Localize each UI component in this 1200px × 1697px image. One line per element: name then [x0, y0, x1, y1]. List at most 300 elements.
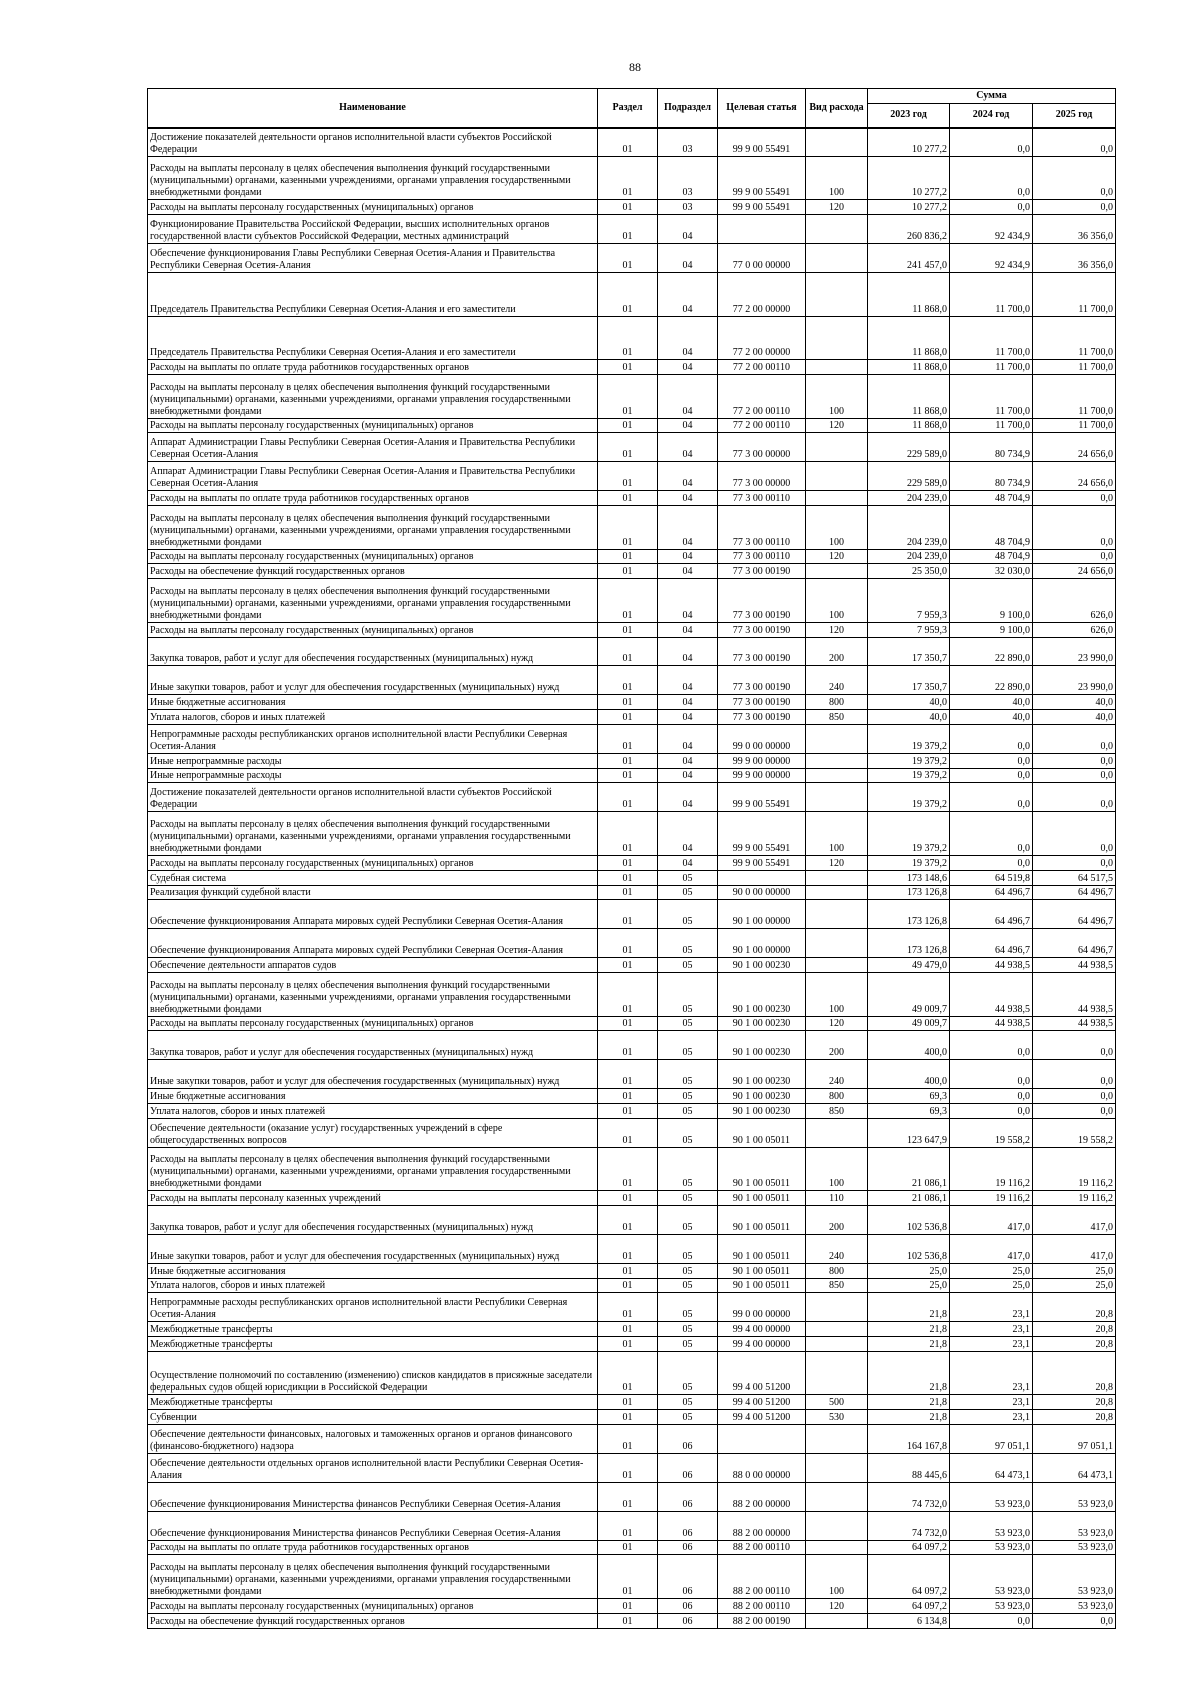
row-amount-2025: 19 116,2 — [1033, 1147, 1116, 1191]
row-amount-2024: 44 938,5 — [950, 1016, 1033, 1031]
table-row — [148, 1598, 1116, 1613]
row-section: 01 — [598, 316, 658, 360]
row-subsection: 05 — [658, 1322, 718, 1337]
row-target-article: 77 3 00 00190 — [718, 637, 806, 666]
row-subsection: 05 — [658, 1351, 718, 1395]
row-name: Обеспечение функционирования Главы Республики Северная Осетия-Алания и Правительства Республики Северная Осетия-Алания — [148, 244, 598, 273]
row-amount-2025: 64 473,1 — [1033, 1453, 1116, 1482]
row-amount-2025: 53 923,0 — [1033, 1598, 1116, 1613]
row-section: 01 — [598, 418, 658, 433]
row-amount-2024: 23,1 — [950, 1410, 1033, 1425]
row-expense-type — [806, 1511, 868, 1540]
row-section: 01 — [598, 695, 658, 710]
table-row — [148, 1453, 1116, 1482]
row-amount-2025: 64 496,7 — [1033, 929, 1116, 958]
table-row — [148, 724, 1116, 753]
row-amount-2025: 0,0 — [1033, 768, 1116, 783]
row-name: Иные закупки товаров, работ и услуг для обеспечения государственных (муниципальных) нужд — [148, 666, 598, 695]
row-amount-2024: 44 938,5 — [950, 972, 1033, 1016]
row-amount-2024: 0,0 — [950, 1089, 1033, 1104]
row-target-article: 90 1 00 05011 — [718, 1205, 806, 1234]
row-target-article: 88 0 00 00000 — [718, 1453, 806, 1482]
row-amount-2023: 6 134,8 — [868, 1613, 950, 1628]
row-subsection: 04 — [658, 549, 718, 564]
row-section: 01 — [598, 273, 658, 317]
row-target-article: 90 1 00 05011 — [718, 1118, 806, 1147]
row-amount-2023: 400,0 — [868, 1031, 950, 1060]
table-row — [148, 433, 1116, 462]
row-amount-2024: 48 704,9 — [950, 491, 1033, 506]
row-amount-2025: 40,0 — [1033, 710, 1116, 725]
row-amount-2025: 19 116,2 — [1033, 1191, 1116, 1206]
row-section: 01 — [598, 1453, 658, 1482]
row-target-article: 77 3 00 00190 — [718, 695, 806, 710]
row-subsection: 04 — [658, 579, 718, 623]
row-subsection: 05 — [658, 1103, 718, 1118]
row-subsection: 05 — [658, 1395, 718, 1410]
row-amount-2024: 80 734,9 — [950, 462, 1033, 491]
row-target-article: 77 3 00 00190 — [718, 564, 806, 579]
row-amount-2023: 7 959,3 — [868, 579, 950, 623]
row-amount-2023: 49 009,7 — [868, 1016, 950, 1031]
row-section: 01 — [598, 1395, 658, 1410]
row-amount-2024: 0,0 — [950, 753, 1033, 768]
row-amount-2025: 417,0 — [1033, 1205, 1116, 1234]
row-section: 01 — [598, 885, 658, 900]
table-row — [148, 1089, 1116, 1104]
table-row — [148, 579, 1116, 623]
row-amount-2025: 23 990,0 — [1033, 637, 1116, 666]
row-amount-2025: 24 656,0 — [1033, 564, 1116, 579]
row-amount-2023: 25,0 — [868, 1278, 950, 1293]
row-name: Расходы на выплаты персоналу в целях обеспечения выполнения функций государственными (муниципальными) органами, казенными учреждениями, органами управления государственными внебюджетными фондами — [148, 579, 598, 623]
row-section: 01 — [598, 783, 658, 812]
row-target-article: 77 2 00 00000 — [718, 273, 806, 317]
row-name: Обеспечение деятельности (оказание услуг) государственных учреждений в сфере общегосударственных вопросов — [148, 1118, 598, 1147]
row-expense-type — [806, 360, 868, 375]
row-section: 01 — [598, 1322, 658, 1337]
row-subsection: 04 — [658, 637, 718, 666]
row-name: Аппарат Администрации Главы Республики Северная Осетия-Алания и Правительства Республики Северная Осетия-Алания — [148, 462, 598, 491]
row-amount-2023: 88 445,6 — [868, 1453, 950, 1482]
row-amount-2023: 19 379,2 — [868, 724, 950, 753]
row-section: 01 — [598, 1234, 658, 1263]
row-target-article: 90 1 00 00230 — [718, 958, 806, 973]
row-section: 01 — [598, 200, 658, 215]
row-amount-2023: 11 868,0 — [868, 418, 950, 433]
row-amount-2025: 0,0 — [1033, 506, 1116, 550]
row-target-article: 90 1 00 00230 — [718, 972, 806, 1016]
row-amount-2023: 204 239,0 — [868, 549, 950, 564]
table-row — [148, 1031, 1116, 1060]
row-amount-2023: 19 379,2 — [868, 753, 950, 768]
row-amount-2024: 64 496,7 — [950, 885, 1033, 900]
row-section: 01 — [598, 724, 658, 753]
row-expense-type: 200 — [806, 1031, 868, 1060]
row-section: 01 — [598, 1060, 658, 1089]
row-amount-2023: 102 536,8 — [868, 1234, 950, 1263]
table-row — [148, 622, 1116, 637]
row-subsection: 05 — [658, 1191, 718, 1206]
row-amount-2024: 11 700,0 — [950, 316, 1033, 360]
row-target-article: 99 4 00 51200 — [718, 1395, 806, 1410]
row-section: 01 — [598, 433, 658, 462]
row-amount-2025: 36 356,0 — [1033, 215, 1116, 244]
table-row — [148, 958, 1116, 973]
row-subsection: 06 — [658, 1511, 718, 1540]
row-amount-2025: 0,0 — [1033, 549, 1116, 564]
row-target-article: 88 2 00 00000 — [718, 1482, 806, 1511]
table-row — [148, 1118, 1116, 1147]
row-amount-2024: 53 923,0 — [950, 1511, 1033, 1540]
row-amount-2023: 11 868,0 — [868, 360, 950, 375]
table-row — [148, 929, 1116, 958]
header-target-article: Целевая статья — [718, 89, 806, 128]
row-expense-type — [806, 1453, 868, 1482]
row-amount-2023: 173 126,8 — [868, 929, 950, 958]
row-name: Расходы на выплаты персоналу казенных учреждений — [148, 1191, 598, 1206]
row-amount-2023: 25 350,0 — [868, 564, 950, 579]
row-section: 01 — [598, 972, 658, 1016]
row-amount-2024: 92 434,9 — [950, 244, 1033, 273]
row-amount-2025: 417,0 — [1033, 1234, 1116, 1263]
table-row — [148, 885, 1116, 900]
row-name: Расходы на выплаты персоналу в целях обеспечения выполнения функций государственными (муниципальными) органами, казенными учреждениями, органами управления государственными внебюджетными фондами — [148, 506, 598, 550]
row-amount-2024: 0,0 — [950, 1031, 1033, 1060]
row-expense-type — [806, 462, 868, 491]
row-amount-2025: 626,0 — [1033, 622, 1116, 637]
row-amount-2024: 19 558,2 — [950, 1118, 1033, 1147]
row-section: 01 — [598, 1613, 658, 1628]
table-row — [148, 1425, 1116, 1454]
row-target-article: 90 1 00 00000 — [718, 929, 806, 958]
row-amount-2023: 204 239,0 — [868, 491, 950, 506]
row-name: Непрограммные расходы республиканских органов исполнительной власти Республики Северная Осетия-Алания — [148, 1293, 598, 1322]
row-amount-2024: 11 700,0 — [950, 375, 1033, 419]
row-amount-2025: 64 496,7 — [1033, 885, 1116, 900]
row-name: Иные бюджетные ассигнования — [148, 695, 598, 710]
table-row — [148, 200, 1116, 215]
row-name: Межбюджетные трансферты — [148, 1337, 598, 1352]
row-name: Расходы на выплаты персоналу в целях обеспечения выполнения функций государственными (муниципальными) органами, казенными учреждениями, органами управления государственными внебюджетными фондами — [148, 972, 598, 1016]
row-amount-2024: 22 890,0 — [950, 666, 1033, 695]
row-amount-2025: 0,0 — [1033, 783, 1116, 812]
row-name: Расходы на выплаты персоналу государственных (муниципальных) органов — [148, 1016, 598, 1031]
header-year-2025: 2025 год — [1033, 104, 1116, 128]
row-expense-type: 850 — [806, 710, 868, 725]
row-name: Судебная система — [148, 870, 598, 885]
header-year-2024: 2024 год — [950, 104, 1033, 128]
row-amount-2024: 64 496,7 — [950, 900, 1033, 929]
row-amount-2025: 0,0 — [1033, 812, 1116, 856]
row-expense-type: 500 — [806, 1395, 868, 1410]
table-row — [148, 1395, 1116, 1410]
page-number: 88 — [629, 60, 641, 74]
row-amount-2024: 97 051,1 — [950, 1425, 1033, 1454]
row-expense-type: 240 — [806, 1060, 868, 1089]
row-amount-2025: 40,0 — [1033, 695, 1116, 710]
row-expense-type: 120 — [806, 1016, 868, 1031]
row-name: Расходы на обеспечение функций государственных органов — [148, 564, 598, 579]
row-section: 01 — [598, 1555, 658, 1599]
row-subsection: 04 — [658, 855, 718, 870]
row-expense-type — [806, 128, 868, 157]
row-amount-2023: 49 479,0 — [868, 958, 950, 973]
row-expense-type — [806, 1482, 868, 1511]
row-amount-2023: 69,3 — [868, 1103, 950, 1118]
row-amount-2024: 25,0 — [950, 1263, 1033, 1278]
row-subsection: 05 — [658, 1278, 718, 1293]
row-amount-2025: 53 923,0 — [1033, 1540, 1116, 1555]
header-sum: Сумма — [868, 89, 1116, 104]
row-name: Функционирование Правительства Российской Федерации, высших исполнительных органов государственной власти субъектов Российской Федерации, местных администраций — [148, 215, 598, 244]
row-subsection: 04 — [658, 753, 718, 768]
row-amount-2025: 64 496,7 — [1033, 900, 1116, 929]
row-amount-2023: 11 868,0 — [868, 375, 950, 419]
row-subsection: 06 — [658, 1425, 718, 1454]
row-target-article: 77 2 00 00110 — [718, 418, 806, 433]
row-amount-2025: 20,8 — [1033, 1351, 1116, 1395]
row-name: Иные бюджетные ассигнования — [148, 1089, 598, 1104]
row-section: 01 — [598, 753, 658, 768]
row-subsection: 05 — [658, 1060, 718, 1089]
row-section: 01 — [598, 579, 658, 623]
row-amount-2024: 9 100,0 — [950, 579, 1033, 623]
row-section: 01 — [598, 622, 658, 637]
row-expense-type: 100 — [806, 972, 868, 1016]
row-expense-type — [806, 958, 868, 973]
row-expense-type: 850 — [806, 1103, 868, 1118]
row-expense-type — [806, 929, 868, 958]
row-amount-2025: 626,0 — [1033, 579, 1116, 623]
table-row — [148, 244, 1116, 273]
row-amount-2023: 204 239,0 — [868, 506, 950, 550]
row-amount-2025: 0,0 — [1033, 1103, 1116, 1118]
row-subsection: 04 — [658, 622, 718, 637]
row-section: 01 — [598, 1511, 658, 1540]
row-amount-2025: 20,8 — [1033, 1293, 1116, 1322]
row-amount-2023: 241 457,0 — [868, 244, 950, 273]
row-amount-2023: 49 009,7 — [868, 972, 950, 1016]
row-amount-2025: 19 558,2 — [1033, 1118, 1116, 1147]
row-amount-2023: 229 589,0 — [868, 462, 950, 491]
row-amount-2023: 21,8 — [868, 1293, 950, 1322]
row-subsection: 06 — [658, 1453, 718, 1482]
row-amount-2023: 19 379,2 — [868, 812, 950, 856]
row-expense-type: 120 — [806, 418, 868, 433]
row-amount-2024: 0,0 — [950, 812, 1033, 856]
row-section: 01 — [598, 1118, 658, 1147]
row-subsection: 04 — [658, 433, 718, 462]
row-amount-2025: 11 700,0 — [1033, 418, 1116, 433]
row-amount-2023: 21,8 — [868, 1351, 950, 1395]
table-row — [148, 1147, 1116, 1191]
row-amount-2024: 53 923,0 — [950, 1540, 1033, 1555]
row-section: 01 — [598, 768, 658, 783]
row-section: 01 — [598, 1425, 658, 1454]
row-amount-2024: 0,0 — [950, 783, 1033, 812]
row-amount-2023: 19 379,2 — [868, 768, 950, 783]
row-section: 01 — [598, 1089, 658, 1104]
row-name: Осуществление полномочий по составлению (изменению) списков кандидатов в присяжные заседатели федеральных судов общей юрисдикции в Российской Федерации — [148, 1351, 598, 1395]
row-subsection: 04 — [658, 215, 718, 244]
table-row — [148, 1278, 1116, 1293]
row-amount-2024: 64 496,7 — [950, 929, 1033, 958]
row-name: Расходы на выплаты по оплате труда работников государственных органов — [148, 360, 598, 375]
row-expense-type — [806, 1613, 868, 1628]
row-amount-2025: 44 938,5 — [1033, 972, 1116, 1016]
row-name: Расходы на выплаты персоналу в целях обеспечения выполнения функций государственными (муниципальными) органами, казенными учреждениями, органами управления государственными внебюджетными фондами — [148, 1147, 598, 1191]
row-target-article: 99 0 00 00000 — [718, 724, 806, 753]
row-name: Закупка товаров, работ и услуг для обеспечения государственных (муниципальных) нужд — [148, 637, 598, 666]
row-name: Уплата налогов, сборов и иных платежей — [148, 1103, 598, 1118]
row-amount-2025: 0,0 — [1033, 1089, 1116, 1104]
row-amount-2025: 44 938,5 — [1033, 958, 1116, 973]
row-name: Субвенции — [148, 1410, 598, 1425]
row-amount-2023: 164 167,8 — [868, 1425, 950, 1454]
row-expense-type — [806, 1322, 868, 1337]
row-amount-2025: 0,0 — [1033, 1060, 1116, 1089]
row-amount-2024: 9 100,0 — [950, 622, 1033, 637]
row-target-article — [718, 215, 806, 244]
row-expense-type — [806, 273, 868, 317]
table-row — [148, 972, 1116, 1016]
row-expense-type — [806, 783, 868, 812]
row-name: Реализация функций судебной власти — [148, 885, 598, 900]
row-name: Расходы на выплаты персоналу в целях обеспечения выполнения функций государственными (муниципальными) органами, казенными учреждениями, органами управления государственными внебюджетными фондами — [148, 812, 598, 856]
row-target-article: 99 9 00 55491 — [718, 128, 806, 157]
row-amount-2025: 97 051,1 — [1033, 1425, 1116, 1454]
row-amount-2024: 48 704,9 — [950, 506, 1033, 550]
row-subsection: 05 — [658, 1337, 718, 1352]
row-target-article: 90 1 00 05011 — [718, 1278, 806, 1293]
row-name: Обеспечение функционирования Министерства финансов Республики Северная Осетия-Алания — [148, 1482, 598, 1511]
table-row — [148, 273, 1116, 317]
row-name: Расходы на выплаты персоналу государственных (муниципальных) органов — [148, 1598, 598, 1613]
row-expense-type: 120 — [806, 549, 868, 564]
row-section: 01 — [598, 1482, 658, 1511]
row-target-article: 90 1 00 00230 — [718, 1103, 806, 1118]
table-row — [148, 1191, 1116, 1206]
row-amount-2025: 11 700,0 — [1033, 360, 1116, 375]
row-section: 01 — [598, 900, 658, 929]
row-name: Закупка товаров, работ и услуг для обеспечения государственных (муниципальных) нужд — [148, 1205, 598, 1234]
row-section: 01 — [598, 1540, 658, 1555]
row-subsection: 05 — [658, 1031, 718, 1060]
row-name: Непрограммные расходы республиканских органов исполнительной власти Республики Северная Осетия-Алания — [148, 724, 598, 753]
row-amount-2024: 0,0 — [950, 1613, 1033, 1628]
row-expense-type: 800 — [806, 1263, 868, 1278]
row-section: 01 — [598, 491, 658, 506]
row-target-article: 77 2 00 00000 — [718, 316, 806, 360]
row-expense-type — [806, 433, 868, 462]
row-section: 01 — [598, 666, 658, 695]
row-subsection: 06 — [658, 1540, 718, 1555]
header-expense-type: Вид расхода — [806, 89, 868, 128]
row-amount-2024: 19 116,2 — [950, 1147, 1033, 1191]
row-section: 01 — [598, 1263, 658, 1278]
row-expense-type: 800 — [806, 695, 868, 710]
row-subsection: 05 — [658, 1263, 718, 1278]
row-name: Межбюджетные трансферты — [148, 1322, 598, 1337]
row-amount-2025: 20,8 — [1033, 1395, 1116, 1410]
row-amount-2025: 24 656,0 — [1033, 462, 1116, 491]
row-amount-2025: 44 938,5 — [1033, 1016, 1116, 1031]
row-target-article: 88 2 00 00110 — [718, 1540, 806, 1555]
row-expense-type: 120 — [806, 622, 868, 637]
row-subsection: 03 — [658, 200, 718, 215]
row-subsection: 04 — [658, 564, 718, 579]
row-amount-2024: 417,0 — [950, 1205, 1033, 1234]
row-amount-2024: 0,0 — [950, 156, 1033, 200]
row-amount-2023: 173 126,8 — [868, 900, 950, 929]
row-amount-2025: 64 517,5 — [1033, 870, 1116, 885]
row-amount-2023: 74 732,0 — [868, 1511, 950, 1540]
row-expense-type — [806, 885, 868, 900]
row-section: 01 — [598, 128, 658, 157]
row-name: Расходы на выплаты персоналу государственных (муниципальных) органов — [148, 855, 598, 870]
row-amount-2024: 40,0 — [950, 695, 1033, 710]
row-amount-2023: 21,8 — [868, 1395, 950, 1410]
row-expense-type: 120 — [806, 200, 868, 215]
row-section: 01 — [598, 855, 658, 870]
row-expense-type — [806, 215, 868, 244]
row-amount-2024: 22 890,0 — [950, 637, 1033, 666]
row-amount-2024: 0,0 — [950, 724, 1033, 753]
row-section: 01 — [598, 1337, 658, 1352]
row-amount-2025: 11 700,0 — [1033, 375, 1116, 419]
row-name: Расходы на выплаты персоналу в целях обеспечения выполнения функций государственными (муниципальными) органами, казенными учреждениями, органами управления государственными внебюджетными фондами — [148, 156, 598, 200]
row-target-article: 88 2 00 00190 — [718, 1613, 806, 1628]
row-amount-2025: 24 656,0 — [1033, 433, 1116, 462]
row-subsection: 04 — [658, 666, 718, 695]
row-amount-2025: 25,0 — [1033, 1278, 1116, 1293]
row-name: Закупка товаров, работ и услуг для обеспечения государственных (муниципальных) нужд — [148, 1031, 598, 1060]
row-amount-2024: 0,0 — [950, 855, 1033, 870]
header-name: Наименование — [148, 89, 598, 128]
row-subsection: 05 — [658, 958, 718, 973]
row-amount-2023: 21,8 — [868, 1337, 950, 1352]
row-amount-2023: 21,8 — [868, 1410, 950, 1425]
row-amount-2023: 21,8 — [868, 1322, 950, 1337]
row-expense-type — [806, 1118, 868, 1147]
table-row — [148, 1103, 1116, 1118]
row-subsection: 04 — [658, 506, 718, 550]
row-name: Иные закупки товаров, работ и услуг для обеспечения государственных (муниципальных) нужд — [148, 1234, 598, 1263]
row-name: Обеспечение функционирования Аппарата мировых судей Республики Северная Осетия-Алания — [148, 900, 598, 929]
table-row — [148, 1205, 1116, 1234]
row-target-article: 77 3 00 00000 — [718, 433, 806, 462]
row-name: Обеспечение деятельности аппаратов судов — [148, 958, 598, 973]
row-expense-type: 240 — [806, 1234, 868, 1263]
row-name: Расходы на выплаты персоналу в целях обеспечения выполнения функций государственными (муниципальными) органами, казенными учреждениями, органами управления государственными внебюджетными фондами — [148, 1555, 598, 1599]
row-subsection: 05 — [658, 1089, 718, 1104]
row-amount-2023: 19 379,2 — [868, 855, 950, 870]
row-target-article: 90 0 00 00000 — [718, 885, 806, 900]
row-subsection: 04 — [658, 710, 718, 725]
row-expense-type: 100 — [806, 156, 868, 200]
table-row — [148, 506, 1116, 550]
row-target-article — [718, 870, 806, 885]
row-subsection: 05 — [658, 1234, 718, 1263]
row-target-article: 88 2 00 00110 — [718, 1555, 806, 1599]
row-target-article: 90 1 00 00230 — [718, 1031, 806, 1060]
row-amount-2024: 11 700,0 — [950, 273, 1033, 317]
row-target-article: 77 3 00 00190 — [718, 710, 806, 725]
table-row — [148, 1293, 1116, 1322]
row-amount-2025: 0,0 — [1033, 753, 1116, 768]
row-section: 01 — [598, 1293, 658, 1322]
